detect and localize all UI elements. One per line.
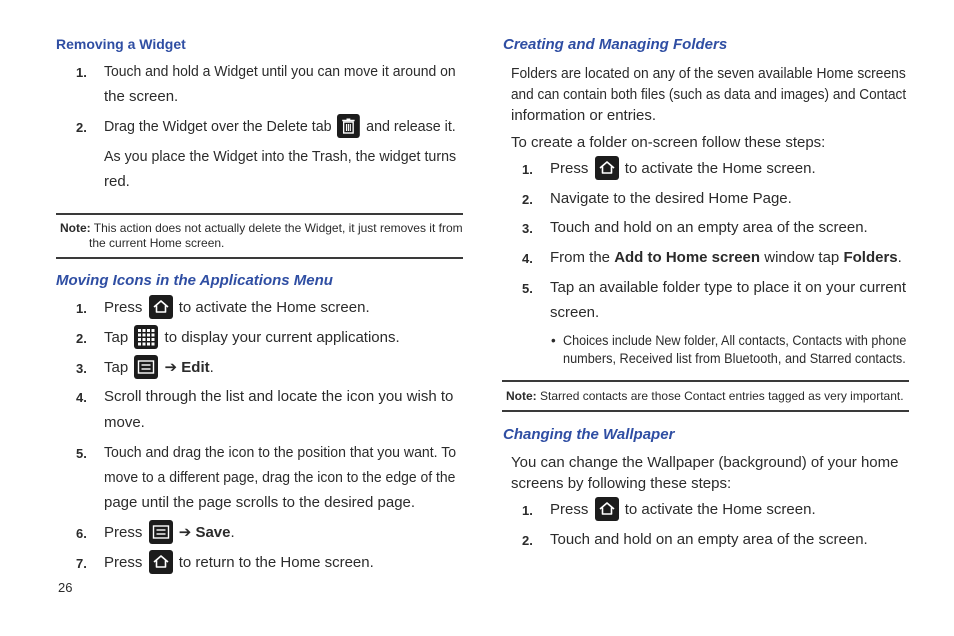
step-text-part: to activate the Home screen. bbox=[624, 501, 816, 518]
step-text-part: Press bbox=[104, 299, 143, 316]
step-number: 1. bbox=[522, 503, 533, 518]
removing-paragraph-line: As you place the Widget into the Trash, the widget turns bbox=[104, 148, 457, 165]
step-text-part: From the bbox=[550, 249, 611, 266]
step-number: 7. bbox=[76, 556, 87, 571]
note bbox=[506, 389, 904, 404]
home-icon bbox=[595, 156, 619, 180]
step-number: 3. bbox=[76, 361, 87, 376]
step-number: 2. bbox=[522, 533, 533, 548]
step-number: 6. bbox=[76, 526, 87, 541]
divider bbox=[502, 410, 909, 412]
step-text-part: . bbox=[897, 249, 902, 266]
bullet-text: numbers, Received list from Bluetooth, and Starred contacts. bbox=[563, 351, 906, 366]
trash-icon bbox=[337, 114, 360, 138]
step-text-part: window tap bbox=[764, 249, 840, 266]
home-icon bbox=[149, 550, 173, 574]
home-icon bbox=[149, 295, 173, 319]
step-number: 2. bbox=[522, 192, 533, 207]
step-text: Touch and hold on an empty area of the screen. bbox=[550, 219, 868, 236]
step-text bbox=[104, 295, 370, 320]
step-text: Scroll through the list and locate the icon you wish to bbox=[104, 388, 454, 405]
step-text bbox=[550, 497, 816, 522]
step-number: 5. bbox=[76, 446, 87, 461]
step-text-part: to display your current applications. bbox=[164, 329, 400, 346]
step-number: 2. bbox=[76, 120, 87, 135]
step-text-bold: Edit bbox=[181, 359, 210, 376]
moving-icons-heading: Moving Icons in the Applications Menu bbox=[56, 272, 333, 289]
step-text-part: . bbox=[230, 524, 235, 541]
step-text-part: and release it. bbox=[366, 118, 456, 135]
step-text: move. bbox=[104, 414, 145, 431]
note-label: Note: bbox=[506, 389, 537, 403]
menu-icon bbox=[149, 520, 173, 544]
menu-icon bbox=[134, 355, 158, 379]
step-text bbox=[104, 355, 214, 380]
step-text-part: Press bbox=[104, 554, 143, 571]
step-text: the screen. bbox=[104, 88, 179, 105]
step-number: 5. bbox=[522, 281, 533, 296]
step-text-part: to activate the Home screen. bbox=[178, 299, 370, 316]
bullet-mark: • bbox=[551, 333, 556, 348]
note-text: This action does not actually delete the Widget, it just removes it from bbox=[93, 221, 463, 235]
folders-paragraph-line: information or entries. bbox=[511, 107, 657, 124]
step-number: 1. bbox=[76, 301, 87, 316]
step-text-bold: Add to Home screen bbox=[614, 249, 761, 266]
step-text-bold: Folders bbox=[843, 249, 898, 266]
step-text: Touch and hold a Widget until you can move it around on bbox=[104, 63, 456, 80]
step-text: screen. bbox=[550, 304, 600, 321]
step-number: 3. bbox=[522, 221, 533, 236]
arrow-icon: ➔ bbox=[164, 359, 178, 376]
arrow-icon: ➔ bbox=[178, 524, 192, 541]
step-text: Tap an available folder type to place it on your current bbox=[550, 279, 907, 296]
note-text: Starred contacts are those Contact entries tagged as very important. bbox=[540, 389, 904, 403]
note bbox=[60, 221, 462, 251]
folders-paragraph-line: and can contain both files (such as data and images) and Contact bbox=[511, 86, 907, 103]
step-text-part: Drag the Widget over the Delete tab bbox=[104, 118, 332, 135]
step-text bbox=[104, 325, 400, 350]
step-text: page until the page scrolls to the desired page. bbox=[104, 494, 416, 511]
removing-paragraph-line: red. bbox=[104, 173, 130, 190]
note-label: Note: bbox=[60, 221, 91, 235]
step-number: 4. bbox=[76, 390, 87, 405]
divider bbox=[56, 213, 463, 215]
wallpaper-paragraph-line: You can change the Wallpaper (background) of your home bbox=[511, 454, 899, 471]
folders-intro: To create a folder on-screen follow these steps: bbox=[511, 134, 826, 151]
step-number: 4. bbox=[522, 251, 533, 266]
step-text-part: . bbox=[209, 359, 214, 376]
step-text: Touch and hold on an empty area of the screen. bbox=[550, 531, 868, 548]
removing-widget-heading: Removing a Widget bbox=[56, 36, 186, 52]
page-number: 26 bbox=[58, 580, 73, 595]
step-text-bold: Save bbox=[195, 524, 231, 541]
step-text-part: to activate the Home screen. bbox=[624, 160, 816, 177]
step-text bbox=[550, 156, 816, 181]
creating-folders-heading: Creating and Managing Folders bbox=[503, 36, 728, 53]
folders-paragraph-line: Folders are located on any of the seven available Home screens bbox=[511, 65, 906, 82]
step-text: move to a different page, drag the icon to the edge of the bbox=[104, 469, 456, 486]
step-number: 2. bbox=[76, 331, 87, 346]
wallpaper-paragraph-line: screens by following these steps: bbox=[511, 475, 732, 492]
step-text-part: to return to the Home screen. bbox=[178, 554, 374, 571]
divider bbox=[56, 257, 463, 259]
note-text: the current Home screen. bbox=[89, 236, 225, 250]
step-text: Touch and drag the icon to the position that you want. To bbox=[104, 444, 457, 461]
step-text-part: Press bbox=[550, 160, 589, 177]
apps-grid-icon bbox=[134, 325, 158, 349]
step-text-part: Press bbox=[104, 524, 143, 541]
step-number: 1. bbox=[522, 162, 533, 177]
step-number: 1. bbox=[76, 65, 87, 80]
changing-wallpaper-heading: Changing the Wallpaper bbox=[503, 426, 675, 443]
step-text bbox=[104, 550, 374, 575]
step-text-part: Tap bbox=[104, 329, 129, 346]
divider bbox=[502, 380, 909, 382]
step-text bbox=[550, 245, 902, 270]
step-text: Navigate to the desired Home Page. bbox=[550, 190, 792, 207]
step-text bbox=[104, 114, 456, 139]
step-text-part: Tap bbox=[104, 359, 129, 376]
step-text-part: Press bbox=[550, 501, 589, 518]
home-icon bbox=[595, 497, 619, 521]
bullet-text: Choices include New folder, All contacts, Contacts with phone bbox=[563, 333, 907, 348]
step-text bbox=[104, 520, 235, 545]
